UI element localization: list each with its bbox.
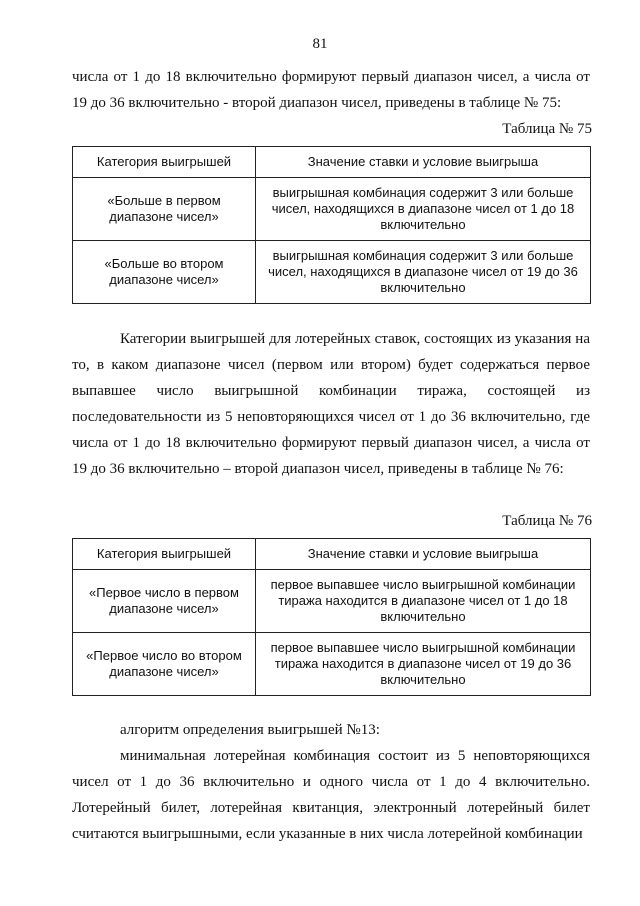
table-row [73,633,591,696]
table-75 [72,146,591,304]
header-condition: Значение ставки и условие выигрыша [256,147,591,178]
paragraph-categories: Категории выигрышей для лотерейных ставок, состоящих из указания на то, в каком диапазоне чисел (первом или втором) будет содержаться первое выпавшее число выигрышной комбинации тиража, состоящей из последовательности из 5 неповторяющихся чисел от 1 до 36 включительно, где числа от 1 до 18 включительно формируют первый диапазон чисел, а числа от 19 до 36 включительно – второй диапазон чисел, приведены в таблице № 76: [72,331,590,477]
cell-condition: выигрышная комбинация содержит 3 или больше чисел, находящихся в диапазоне чисел от 1 до 18 включительно [256,178,591,241]
table-76 [72,538,591,696]
header-category: Категория выигрышей [73,147,256,178]
table-75-caption: Таблица № 75 [502,121,592,137]
cell-category: «Больше в первом диапазоне чисел» [73,178,256,241]
table-header-row [73,539,591,570]
paragraph-algorithm-title: алгоритм определения выигрышей №13: [120,722,380,738]
table-76-caption: Таблица № 76 [502,513,592,529]
header-category: Категория выигрышей [73,539,256,570]
cell-condition: первое выпавшее число выигрышной комбинации тиража находится в диапазоне чисел от 19 до 36 включительно [256,633,591,696]
cell-category: «Первое число в первом диапазоне чисел» [73,570,256,633]
table-row [73,570,591,633]
header-condition: Значение ставки и условие выигрыша [256,539,591,570]
page-number: 81 [312,36,328,52]
paragraph-intro: числа от 1 до 18 включительно формируют первый диапазон чисел, а числа от 19 до 36 включительно - второй диапазон чисел, приведены в таблице № 75: [72,69,590,111]
table-row [73,178,591,241]
cell-category: «Больше во втором диапазоне чисел» [73,241,256,304]
paragraph-algorithm-body: минимальная лотерейная комбинация состоит из 5 неповторяющихся чисел от 1 до 36 включительно и одного числа от 1 до 4 включительно. Лотерейный билет, лотерейная квитанция, электронный лотерейный билет считаются выигрышными, если указанные в них числа лотерейной комбинации [72,748,590,842]
cell-category: «Первое число во втором диапазоне чисел» [73,633,256,696]
table-row [73,241,591,304]
cell-condition: выигрышная комбинация содержит 3 или больше чисел, находящихся в диапазоне чисел от 19 до 36 включительно [256,241,591,304]
cell-condition: первое выпавшее число выигрышной комбинации тиража находится в диапазоне чисел от 1 до 18 включительно [256,570,591,633]
table-header-row [73,147,591,178]
